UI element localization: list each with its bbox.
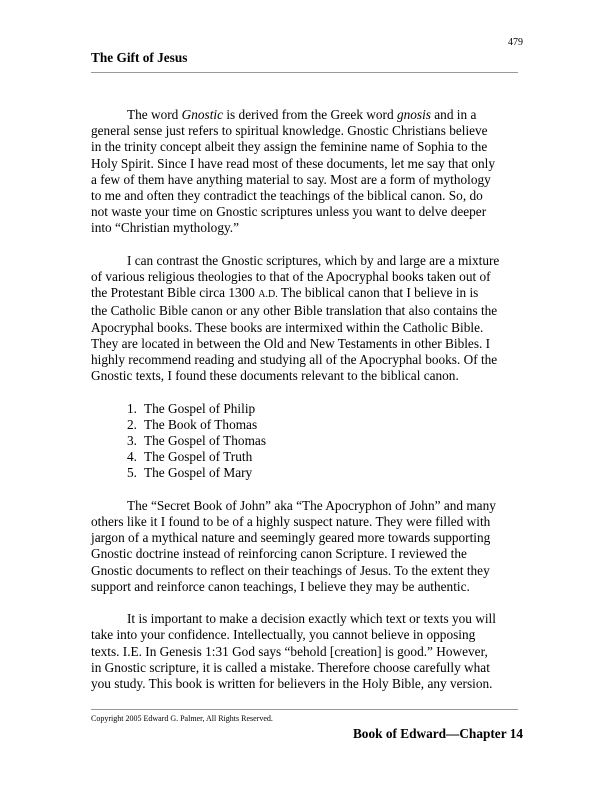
text-line: of various religious theologies to that of the Apocryphal books taken out of <box>91 269 491 285</box>
text-line: The “Secret Book of John” aka “The Apocryphon of John” and many <box>127 497 496 513</box>
paragraph-3 <box>91 498 519 595</box>
text-line: Gnostic documents to reflect on their teachings of Jesus. To the extent they <box>91 562 490 578</box>
header-rule <box>91 72 518 73</box>
paragraph-4 <box>91 611 519 692</box>
text-line: you study. This book is written for believers in the Holy Bible, any version. <box>91 676 493 692</box>
text-line: support and reinforce canon teachings, I believe they may be authentic. <box>91 578 470 594</box>
text-line: general sense just refers to spiritual knowledge. Gnostic Christians believe <box>91 123 488 139</box>
chapter-footer: Book of Edward—Chapter 14 <box>352 726 523 741</box>
list-item: 1. The Gospel of Philip <box>127 400 256 416</box>
list-item: 3. The Gospel of Thomas <box>127 433 266 449</box>
text-line: Holy Spirit. Since I have read most of these documents, let me say that only <box>91 155 495 171</box>
text-line: They are located in between the Old and New Testaments in other Bibles. I <box>91 335 491 351</box>
list-item: 2. The Book of Thomas <box>127 416 258 432</box>
text-line: a few of them have anything material to say. Most are a form of mythology <box>91 171 491 187</box>
text-line: Gnostic doctrine instead of reinforcing canon Scripture. I reviewed the <box>91 546 467 562</box>
text-line: Gnostic texts, I found these documents relevant to the biblical canon. <box>91 368 459 384</box>
copyright-notice: Copyright 2005 Edward G. Palmer, All Rights Reserved. <box>91 714 273 723</box>
text-line: in the trinity concept albeit they assign the feminine name of Sophia to the <box>91 139 488 155</box>
text-line: texts. I.E. In Genesis 1:31 God says “behold [creation] is good.” However, <box>91 643 488 659</box>
text-line: the Protestant Bible circa 1300 A.D. The biblical canon that I believe in is <box>91 285 479 301</box>
gnostic-texts-list <box>91 401 519 482</box>
text-line: not waste your time on Gnostic scriptures unless you want to delve deeper <box>91 204 487 220</box>
text-line: to me and often they contradict the teachings of the biblical canon. So, do <box>91 188 483 204</box>
paragraph-2 <box>91 253 519 385</box>
body-text <box>91 107 519 708</box>
text-line: take into your confidence. Intellectually, you cannot believe in opposing <box>91 627 476 643</box>
footer-rule <box>91 709 518 710</box>
list-item: 5. The Gospel of Mary <box>127 465 253 481</box>
page-number: 479 <box>508 37 523 48</box>
text-line: Apocryphal books. These books are intermixed within the Catholic Bible. <box>91 319 484 335</box>
running-title: The Gift of Jesus <box>91 50 188 65</box>
text-line: I can contrast the Gnostic scriptures, which by and large are a mixture <box>127 252 500 268</box>
text-line: others like it I found to be of a highly suspect nature. They were filled with <box>91 514 491 530</box>
text-line: highly recommend reading and studying all of the Apocryphal books. Of the <box>91 352 498 368</box>
text-line: jargon of a mythical nature and seemingly geared more towards supporting <box>91 530 491 546</box>
text-line: in Gnostic scripture, it is called a mistake. Therefore choose carefully what <box>91 659 490 675</box>
text-line: The word Gnostic is derived from the Greek word gnosis and in a <box>127 107 477 122</box>
list-item: 4. The Gospel of Truth <box>127 449 253 465</box>
text-line: the Catholic Bible canon or any other Bible translation that also contains the <box>91 303 498 319</box>
text-line: It is important to make a decision exactly which text or texts you will <box>127 611 496 627</box>
paragraph-1 <box>91 107 519 237</box>
text-line: into “Christian mythology.” <box>91 220 239 236</box>
